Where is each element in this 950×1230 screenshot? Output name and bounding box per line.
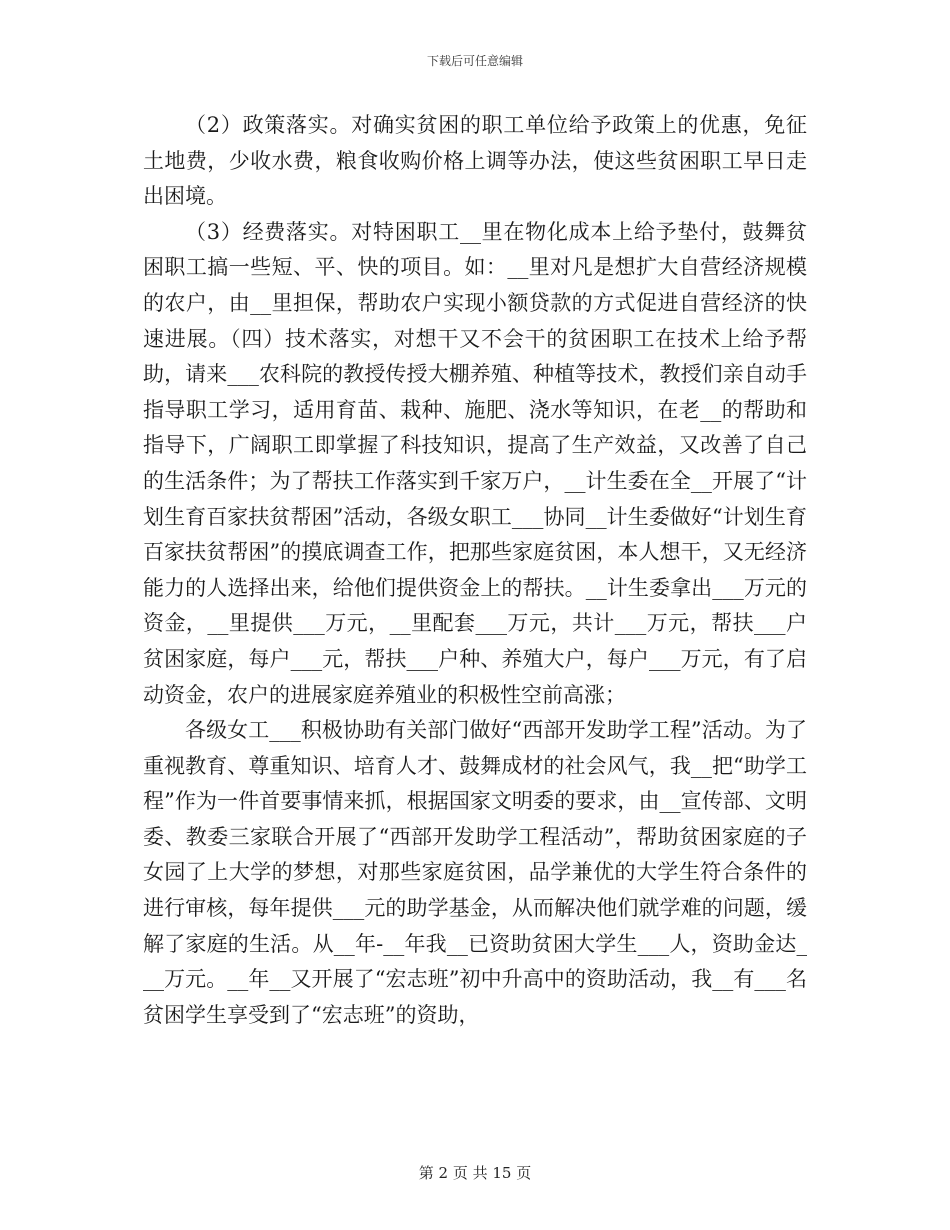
page-header-note: 下载后可任意编辑 (426, 54, 523, 68)
paragraph-education: 各级女工___积极协助有关部门做好“西部开发助学工程”活动。为了重视教育、尊重知识、培育人才、鼓舞成材的社会风气，我__把“助学工程”作为一件首要事情来抓，根据国家文明委的要求，由__宣传部、文明委、教委三家联合开展了“西部开发助学工程活动”，帮助贫困家庭的子女园了上大学的梦想，对那些家庭贫困，品学兼优的大学生符合条件的进行审核，每年提供___元的助学基金，从而解决他们就学难的问题，缓解了家庭的生活。从__年-__年我__已资助贫困大学生___人，资助金达___万元。__年__又开展了“宏志班”初中升高中的资助活动，我__有___名贫困学生享受到了“宏志班”的资助， (143, 718, 807, 1027)
document-body (143, 108, 807, 1033)
paragraph-policy: （2）政策落实。对确实贫困的职工单位给予政策上的优惠，免征土地费，少收水费，粮食收购价格上调等办法，使这些贫困职工早日走出困境。 (143, 113, 807, 209)
paragraph-funding: （3）经费落实。对特困职工__里在物化成本上给予垫付，鼓舞贫困职工搞一些短、平、快的项目。如：__里对凡是想扩大自营经济规模的农户，由__里担保，帮助农户实现小额贷款的方式促进自营经济的快速进展。（四）技术落实，对想干又不会干的贫困职工在技术上给予帮助，请来___农科院的教授传授大棚养殖、种植等技术，教授们亲自动手指导职工学习，适用育苗、栽种、施肥、浇水等知识，在老__的帮助和指导下，广阔职工即掌握了科技知识，提高了生产效益，又改善了自己的生活条件；为了帮扶工作落实到千家万户，__计生委在全__开展了“计划生育百家扶贫帮困”活动，各级女职工___协同__计生委做好“计划生育百家扶贫帮困”的摸底调查工作，把那些家庭贫困，本人想干，又无经济能力的人选择出来，给他们提供资金上的帮扶。__计生委拿出___万元的资金，__里提供___万元，__里配套___万元，共计___万元，帮扶___户贫困家庭，每户___元，帮扶___户种、养殖大户，每户___万元，有了启动资金，农户的进展家庭养殖业的积极性空前高涨； (143, 219, 807, 707)
page-number: 第 2 页 共 15 页 (418, 1164, 532, 1182)
